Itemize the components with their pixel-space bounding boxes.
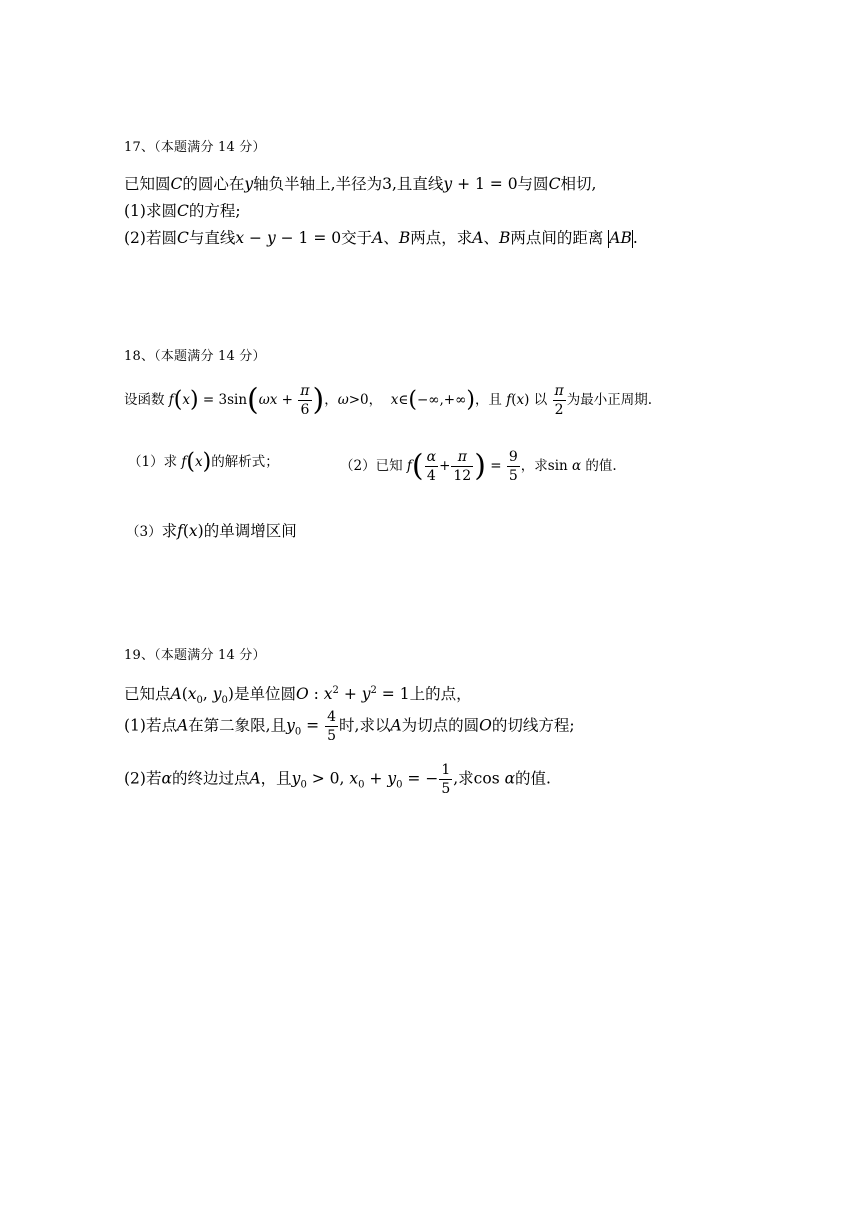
problem-19-score: （本题满分 14 分） — [154, 648, 266, 663]
problem-19-part-2: (2)若α的终边过点A，且$y_0 > 0$, $x_0 + y_0$ = − $\frac{1}{5}$ ,求cos α的值. — [124, 762, 551, 797]
problem-19-number: 19、 — [124, 648, 155, 663]
problem-18-score: （本题满分 14 分） — [154, 349, 266, 364]
problem-19-header — [124, 644, 266, 663]
problem-18-header — [124, 345, 266, 364]
problem-18-part-1: （1）求 f(x)的解析式； — [128, 449, 279, 475]
problem-19-statement: 已知点$A(x_0$, $y_0$)是单位圆O : $x^2 + y^2 = 1$上的点， — [124, 684, 472, 707]
problem-19-part-1: (1)若点A在第二象限,且$y_0$ = $\frac{4}{5}$ 时,求以A为切点的圆O的切线方程; — [124, 709, 575, 744]
problem-17-part-2: (2)若圆C与直线x − y − 1 = 0交于A、B两点，求A、B两点间的距离 AB. — [124, 229, 638, 247]
problem-17-header — [124, 136, 266, 155]
problem-18-part-3: （3）求f(x)的单调增区间 — [126, 522, 297, 540]
problem-17-number: 17、 — [124, 140, 155, 155]
problem-18-number: 18、 — [124, 349, 155, 364]
problem-17-score: （本题满分 14 分） — [154, 140, 266, 155]
problem-18-statement: 设函数 f(x) = 3sin(ωx + $\frac{\pi}{6}$ )，ω>0， x∈(−∞,+∞)，且 f(x) 以 $\frac{\pi}{2}$ 为最小正周期. — [124, 382, 652, 418]
problem-18-part-2: （2）已知 f( $\frac{\alpha}{4}$ + $\frac{\pi}{12}$ ) = $\frac{9}{5}$ ，求sin α 的值. — [340, 448, 617, 484]
problem-17-statement: 已知圆C的圆心在y轴负半轴上,半径为3,且直线y + 1 = 0与圆C相切, — [124, 175, 597, 193]
problem-17-part-1: (1)求圆C的方程; — [124, 202, 241, 220]
